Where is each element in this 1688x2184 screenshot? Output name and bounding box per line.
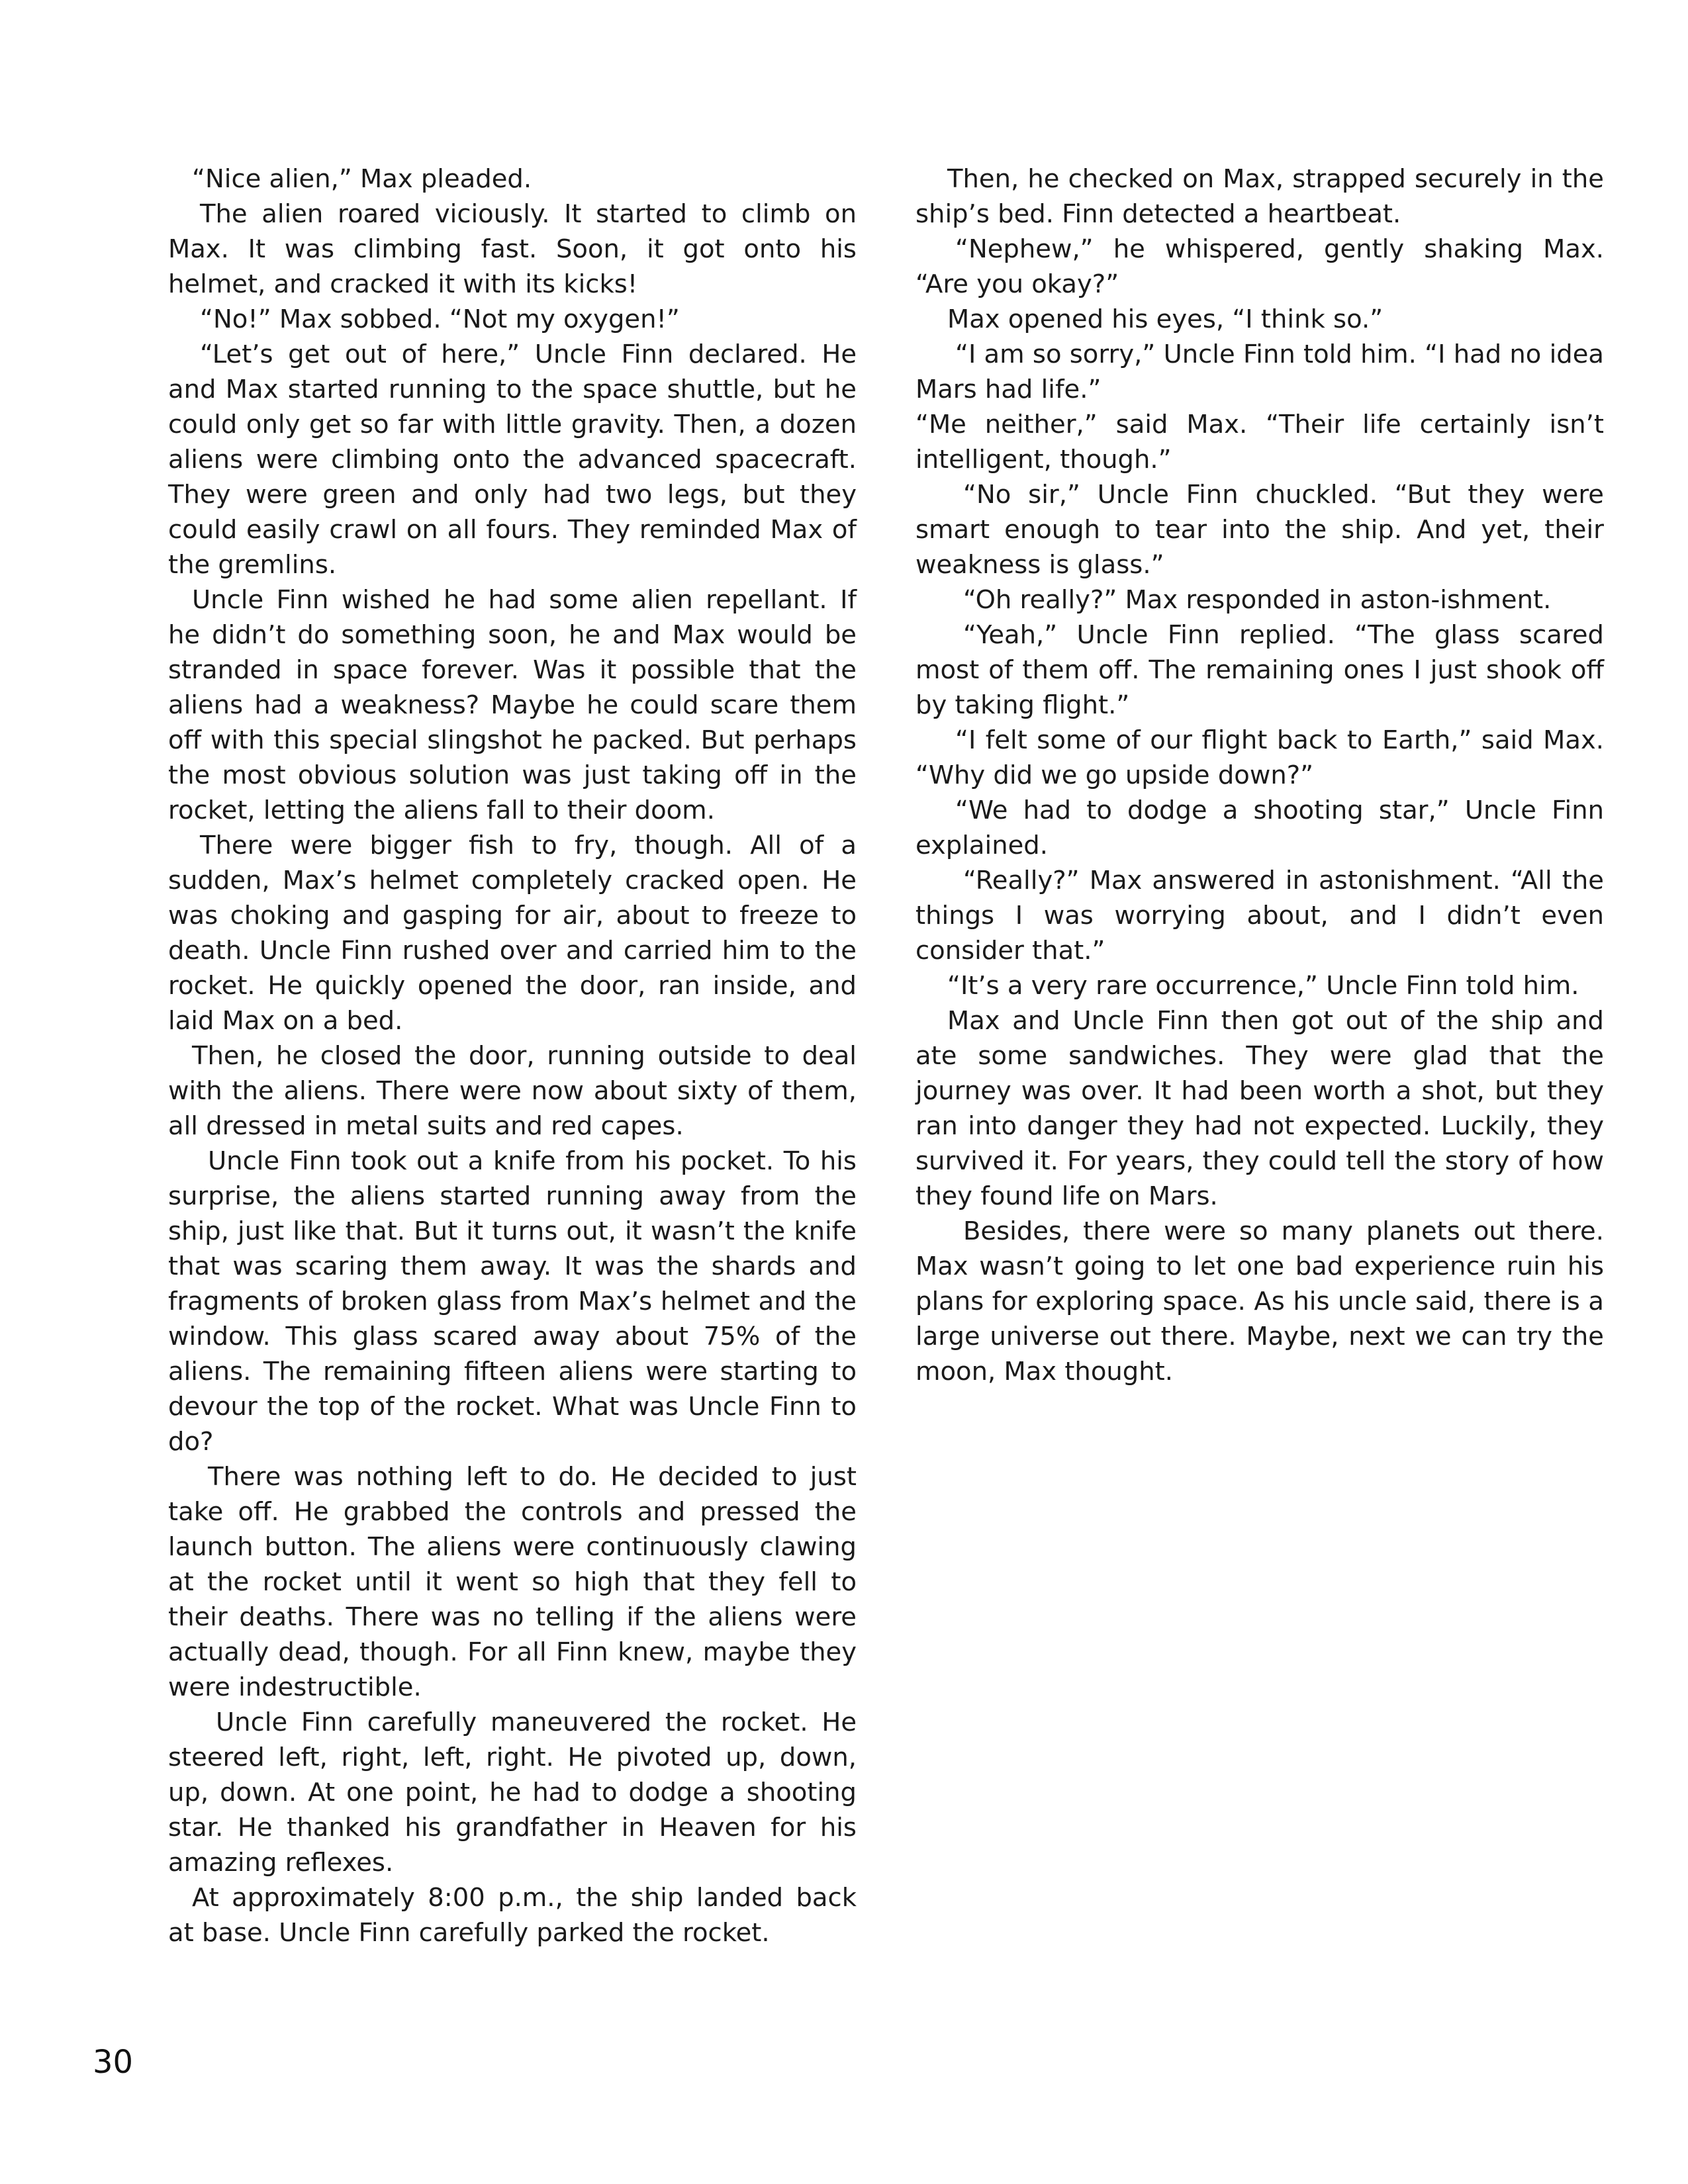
paragraph: The alien roared viciously. It started to climb on Max. It was climbing fast. Soon, it got onto his helmet, and cracked it with its kicks! [168, 199, 857, 299]
left-text-column [168, 161, 857, 1950]
paragraph: “Yeah,” Uncle Finn replied. “The glass scared most of them off. The remaining ones I just shook off by taking flight.” [915, 620, 1604, 720]
paragraph: Besides, there were so many planets out there. Max wasn’t going to let one bad experience ruin his plans for exploring space. As his uncle said, there is a large universe out there. Maybe, next we can try the moon, Max thought. [915, 1216, 1604, 1387]
paragraph: “I am so sorry,” Uncle Finn told him. “I had no idea Mars had life.” [915, 340, 1604, 404]
paragraph: “Let’s get out of here,” Uncle Finn declared. He and Max started running to the space shuttle, but he could only get so far with little gravity. Then, a dozen aliens were climbing onto the advanced spacecraft. They were green and only had two legs, but they could easily crawl on all fours. They reminded Max of the gremlins. [168, 340, 857, 580]
paragraph: Max and Uncle Finn then got out of the ship and ate some sandwiches. They were glad that the journey was over. It had been worth a shot, but they ran into danger they had not expected. Luckily, they survived it. For years, they could tell the story of how they found life on Mars. [915, 1006, 1604, 1211]
paragraph: At approximately 8:00 p.m., the ship landed back at base. Uncle Finn carefully parked the rocket. [168, 1883, 857, 1948]
paragraph: “Really?” Max answered in astonishment. “All the things I was worrying about, and I didn’t even consider that.” [915, 866, 1604, 966]
paragraph: “We had to dodge a shooting star,” Uncle Finn explained. [915, 796, 1604, 860]
paragraph: There were bigger fish to fry, though. All of a sudden, Max’s helmet completely cracked open. He was choking and gasping for air, about to freeze to death. Uncle Finn rushed over and carried him to the rocket. He quickly opened the door, ran inside, and laid Max on a bed. [168, 831, 857, 1036]
paragraph: Then, he closed the door, running outside to deal with the aliens. There were now about sixty of them, all dressed in metal suits and red capes. [168, 1041, 857, 1141]
paragraph: “No!” Max sobbed. “Not my oxygen!” [200, 304, 680, 334]
paragraph: There was nothing left to do. He decided to just take off. He grabbed the controls and pressed the launch button. The aliens were continuously clawing at the rocket until it went so high that they fell to their deaths. There was no telling if the aliens were actually dead, though. For all Finn knew, maybe they were indestructible. [168, 1462, 857, 1702]
paragraph: “Nephew,” he whispered, gently shaking Max. “Are you okay?” [915, 234, 1604, 299]
paragraph: “No sir,” Uncle Finn chuckled. “But they were smart enough to tear into the ship. And yet, their weakness is glass.” [915, 480, 1604, 580]
paragraph: “It’s a very rare occurrence,” Uncle Finn told him. [947, 971, 1579, 1001]
paragraph: “Oh really?” Max responded in aston-ishment. [963, 585, 1552, 615]
paragraph: “Me neither,” said Max. “Their life certainly isn’t intelligent, though.” [915, 410, 1604, 475]
paragraph: Uncle Finn took out a knife from his pocket. To his surprise, the aliens started running away from the ship, just like that. But it turns out, it wasn’t the knife that was scaring them away. It was the shards and fragments of broken glass from Max’s helmet and the window. This glass scared away about 75% of the aliens. The remaining fifteen aliens were starting to devour the top of the rocket. What was Uncle Finn to do? [168, 1146, 857, 1457]
paragraph: “Nice alien,” Max pleaded. [192, 164, 532, 194]
paragraph: Then, he checked on Max, strapped securely in the ship’s bed. Finn detected a heartbeat. [915, 164, 1604, 229]
paragraph: Uncle Finn wished he had some alien repellant. If he didn’t do something soon, he and Max would be stranded in space forever. Was it possible that the aliens had a weakness? Maybe he could scare them off with this special slingshot he packed. But perhaps the most obvious solution was just taking off in the rocket, letting the aliens fall to their doom. [168, 585, 857, 825]
page-number: 30 [93, 2044, 134, 2081]
paragraph: “I felt some of our flight back to Earth,” said Max. “Why did we go upside down?” [915, 725, 1604, 790]
paragraph: Uncle Finn carefully maneuvered the rocket. He steered left, right, left, right. He pivoted up, down, up, down. At one point, he had to dodge a shooting star. He thanked his grandfather in Heaven for his amazing reflexes. [168, 1707, 857, 1878]
paragraph: Max opened his eyes, “I think so.” [947, 304, 1383, 334]
right-text-column [915, 161, 1604, 1389]
